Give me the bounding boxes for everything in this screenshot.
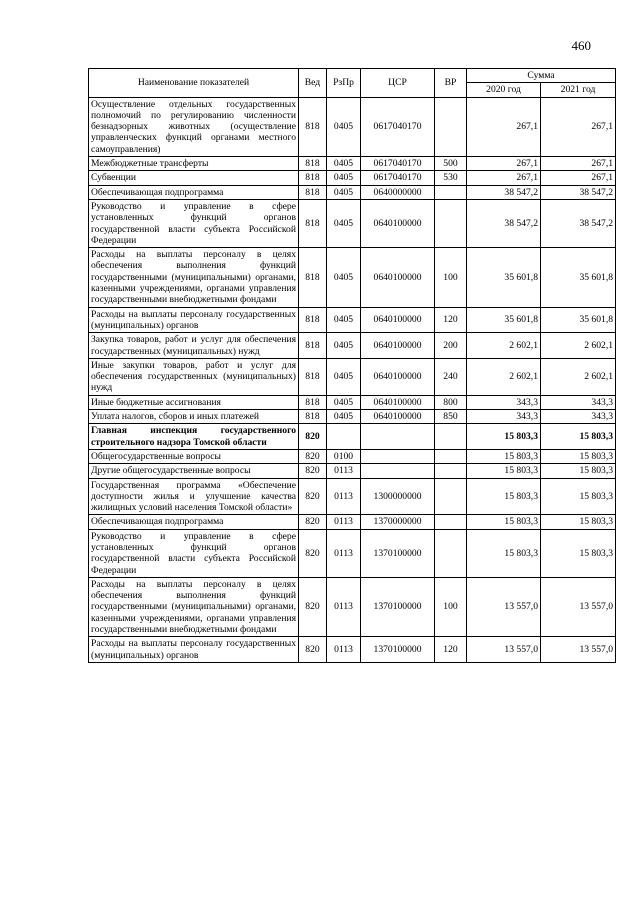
row-sum-2020: 343,3 bbox=[467, 410, 541, 424]
row-ved: 818 bbox=[299, 410, 327, 424]
row-sum-2021: 267,1 bbox=[541, 171, 616, 185]
row-ved: 818 bbox=[299, 157, 327, 171]
table-row bbox=[89, 637, 616, 663]
row-rzpr: 0405 bbox=[327, 333, 361, 359]
row-sum-2020: 38 547,2 bbox=[467, 185, 541, 199]
table-row bbox=[89, 478, 616, 515]
row-name: Расходы на выплаты персоналу в целях обеспечения выполнения функций государственными (муниципальными) органами, казенными учреждениями, органами управления государственными внебюджетными фондами bbox=[89, 248, 299, 307]
row-rzpr: 0113 bbox=[327, 464, 361, 478]
row-sum-2020: 343,3 bbox=[467, 395, 541, 409]
row-csr: 0640100000 bbox=[361, 395, 435, 409]
row-vr bbox=[435, 424, 467, 450]
row-ved: 820 bbox=[299, 529, 327, 577]
row-rzpr bbox=[327, 424, 361, 450]
header-rzpr: РзПр bbox=[327, 69, 361, 98]
row-csr: 1300000000 bbox=[361, 478, 435, 515]
row-vr: 120 bbox=[435, 307, 467, 333]
row-csr bbox=[361, 464, 435, 478]
row-csr: 0640100000 bbox=[361, 248, 435, 307]
row-rzpr: 0405 bbox=[327, 97, 361, 156]
header-ved: Вед bbox=[299, 69, 327, 98]
row-sum-2020: 267,1 bbox=[467, 97, 541, 156]
row-vr bbox=[435, 199, 467, 247]
table-row bbox=[89, 157, 616, 171]
table-row bbox=[89, 185, 616, 199]
row-sum-2020: 13 557,0 bbox=[467, 637, 541, 663]
row-vr: 100 bbox=[435, 577, 467, 636]
row-csr bbox=[361, 424, 435, 450]
row-name: Субвенции bbox=[89, 171, 299, 185]
row-vr: 240 bbox=[435, 358, 467, 395]
row-vr: 800 bbox=[435, 395, 467, 409]
row-vr: 120 bbox=[435, 637, 467, 663]
row-ved: 818 bbox=[299, 248, 327, 307]
row-name: Руководство и управление в сфере установленных функций органов государственной власти субъекта Российской Федерации bbox=[89, 199, 299, 247]
row-csr: 0640000000 bbox=[361, 185, 435, 199]
row-csr bbox=[361, 449, 435, 463]
row-rzpr: 0100 bbox=[327, 449, 361, 463]
table-body bbox=[89, 97, 616, 662]
row-sum-2020: 15 803,3 bbox=[467, 478, 541, 515]
budget-table bbox=[88, 68, 616, 663]
row-sum-2021: 13 557,0 bbox=[541, 637, 616, 663]
row-csr: 1370000000 bbox=[361, 515, 435, 529]
table-row bbox=[89, 410, 616, 424]
row-rzpr: 0113 bbox=[327, 515, 361, 529]
row-name: Расходы на выплаты персоналу в целях обеспечения выполнения функций государственными (муниципальными) органами, казенными учреждениями, органами управления государственными внебюджетными фондами bbox=[89, 577, 299, 636]
row-ved: 820 bbox=[299, 637, 327, 663]
row-csr: 1370100000 bbox=[361, 529, 435, 577]
row-sum-2020: 267,1 bbox=[467, 157, 541, 171]
row-name: Другие общегосударственные вопросы bbox=[89, 464, 299, 478]
row-name: Иные закупки товаров, работ и услуг для обеспечения государственных (муниципальных) нужд bbox=[89, 358, 299, 395]
row-sum-2021: 267,1 bbox=[541, 97, 616, 156]
row-sum-2021: 15 803,3 bbox=[541, 464, 616, 478]
row-rzpr: 0113 bbox=[327, 637, 361, 663]
row-sum-2020: 35 601,8 bbox=[467, 307, 541, 333]
row-rzpr: 0405 bbox=[327, 199, 361, 247]
row-sum-2021: 15 803,3 bbox=[541, 478, 616, 515]
row-csr: 0640100000 bbox=[361, 410, 435, 424]
row-name: Расходы на выплаты персоналу государственных (муниципальных) органов bbox=[89, 307, 299, 333]
row-name: Общегосударственные вопросы bbox=[89, 449, 299, 463]
table-row bbox=[89, 248, 616, 307]
row-csr: 0640100000 bbox=[361, 307, 435, 333]
row-vr bbox=[435, 478, 467, 515]
row-sum-2020: 15 803,3 bbox=[467, 424, 541, 450]
row-sum-2020: 2 602,1 bbox=[467, 333, 541, 359]
row-csr: 0617040170 bbox=[361, 171, 435, 185]
row-rzpr: 0405 bbox=[327, 185, 361, 199]
row-sum-2021: 35 601,8 bbox=[541, 248, 616, 307]
table-row bbox=[89, 449, 616, 463]
row-vr: 100 bbox=[435, 248, 467, 307]
row-vr bbox=[435, 185, 467, 199]
row-rzpr: 0113 bbox=[327, 478, 361, 515]
row-sum-2020: 15 803,3 bbox=[467, 449, 541, 463]
row-csr: 0640100000 bbox=[361, 199, 435, 247]
row-ved: 820 bbox=[299, 424, 327, 450]
row-sum-2021: 38 547,2 bbox=[541, 199, 616, 247]
row-sum-2021: 15 803,3 bbox=[541, 515, 616, 529]
row-vr: 200 bbox=[435, 333, 467, 359]
row-ved: 818 bbox=[299, 333, 327, 359]
row-vr: 850 bbox=[435, 410, 467, 424]
table-row bbox=[89, 97, 616, 156]
row-vr bbox=[435, 449, 467, 463]
header-name: Наименование показателей bbox=[89, 69, 299, 98]
row-rzpr: 0113 bbox=[327, 529, 361, 577]
row-sum-2020: 15 803,3 bbox=[467, 529, 541, 577]
row-name: Обеспечивающая подпрограмма bbox=[89, 185, 299, 199]
row-ved: 818 bbox=[299, 395, 327, 409]
page-number: 460 bbox=[571, 38, 591, 53]
table-row bbox=[89, 171, 616, 185]
row-ved: 818 bbox=[299, 307, 327, 333]
row-sum-2020: 15 803,3 bbox=[467, 515, 541, 529]
row-sum-2020: 15 803,3 bbox=[467, 464, 541, 478]
row-vr bbox=[435, 97, 467, 156]
row-name: Межбюджетные трансферты bbox=[89, 157, 299, 171]
row-csr: 1370100000 bbox=[361, 577, 435, 636]
row-name: Уплата налогов, сборов и иных платежей bbox=[89, 410, 299, 424]
row-rzpr: 0405 bbox=[327, 410, 361, 424]
header-sum: Сумма bbox=[467, 69, 616, 83]
row-vr bbox=[435, 464, 467, 478]
row-name: Расходы на выплаты персоналу государственных (муниципальных) органов bbox=[89, 637, 299, 663]
row-sum-2020: 35 601,8 bbox=[467, 248, 541, 307]
row-ved: 820 bbox=[299, 449, 327, 463]
row-name: Обеспечивающая подпрограмма bbox=[89, 515, 299, 529]
row-sum-2021: 2 602,1 bbox=[541, 333, 616, 359]
row-ved: 818 bbox=[299, 171, 327, 185]
row-rzpr: 0405 bbox=[327, 307, 361, 333]
row-sum-2021: 267,1 bbox=[541, 157, 616, 171]
row-sum-2021: 343,3 bbox=[541, 395, 616, 409]
row-ved: 820 bbox=[299, 464, 327, 478]
table-row bbox=[89, 577, 616, 636]
row-vr: 530 bbox=[435, 171, 467, 185]
row-name: Государственная программа «Обеспечение доступности жилья и улучшение качества жилищных условий населения Томской области» bbox=[89, 478, 299, 515]
row-csr: 0640100000 bbox=[361, 358, 435, 395]
row-rzpr: 0405 bbox=[327, 395, 361, 409]
row-name: Иные бюджетные ассигнования bbox=[89, 395, 299, 409]
row-rzpr: 0405 bbox=[327, 248, 361, 307]
header-vr: ВР bbox=[435, 69, 467, 98]
row-ved: 818 bbox=[299, 199, 327, 247]
header-row bbox=[89, 69, 616, 83]
row-sum-2020: 267,1 bbox=[467, 171, 541, 185]
row-ved: 818 bbox=[299, 358, 327, 395]
row-name: Главная инспекция государственного строительного надзора Томской области bbox=[89, 424, 299, 450]
row-sum-2020: 38 547,2 bbox=[467, 199, 541, 247]
row-sum-2021: 13 557,0 bbox=[541, 577, 616, 636]
row-rzpr: 0405 bbox=[327, 157, 361, 171]
row-csr: 0617040170 bbox=[361, 97, 435, 156]
table-row bbox=[89, 199, 616, 247]
row-sum-2020: 13 557,0 bbox=[467, 577, 541, 636]
row-vr bbox=[435, 529, 467, 577]
header-csr: ЦСР bbox=[361, 69, 435, 98]
row-ved: 820 bbox=[299, 515, 327, 529]
table-row bbox=[89, 395, 616, 409]
row-sum-2021: 15 803,3 bbox=[541, 529, 616, 577]
row-ved: 818 bbox=[299, 97, 327, 156]
table-row bbox=[89, 424, 616, 450]
row-ved: 818 bbox=[299, 185, 327, 199]
row-csr: 0617040170 bbox=[361, 157, 435, 171]
row-ved: 820 bbox=[299, 577, 327, 636]
row-sum-2021: 38 547,2 bbox=[541, 185, 616, 199]
table-row bbox=[89, 358, 616, 395]
row-ved: 820 bbox=[299, 478, 327, 515]
row-name: Руководство и управление в сфере установленных функций органов государственной власти субъекта Российской Федерации bbox=[89, 529, 299, 577]
row-name: Осуществление отдельных государственных полномочий по регулированию численности безнадзорных животных (осуществление управленческих функций органами местного самоуправления) bbox=[89, 97, 299, 156]
row-sum-2021: 2 602,1 bbox=[541, 358, 616, 395]
table-row bbox=[89, 464, 616, 478]
row-sum-2021: 15 803,3 bbox=[541, 449, 616, 463]
row-rzpr: 0405 bbox=[327, 171, 361, 185]
row-csr: 0640100000 bbox=[361, 333, 435, 359]
row-csr: 1370100000 bbox=[361, 637, 435, 663]
header-2020: 2020 год bbox=[467, 83, 541, 97]
row-sum-2021: 35 601,8 bbox=[541, 307, 616, 333]
row-sum-2020: 2 602,1 bbox=[467, 358, 541, 395]
table-row bbox=[89, 307, 616, 333]
row-sum-2021: 343,3 bbox=[541, 410, 616, 424]
row-vr: 500 bbox=[435, 157, 467, 171]
row-vr bbox=[435, 515, 467, 529]
header-2021: 2021 год bbox=[541, 83, 616, 97]
table-row bbox=[89, 515, 616, 529]
row-rzpr: 0113 bbox=[327, 577, 361, 636]
row-name: Закупка товаров, работ и услуг для обеспечения государственных (муниципальных) нужд bbox=[89, 333, 299, 359]
table-row bbox=[89, 529, 616, 577]
row-rzpr: 0405 bbox=[327, 358, 361, 395]
table-row bbox=[89, 333, 616, 359]
row-sum-2021: 15 803,3 bbox=[541, 424, 616, 450]
